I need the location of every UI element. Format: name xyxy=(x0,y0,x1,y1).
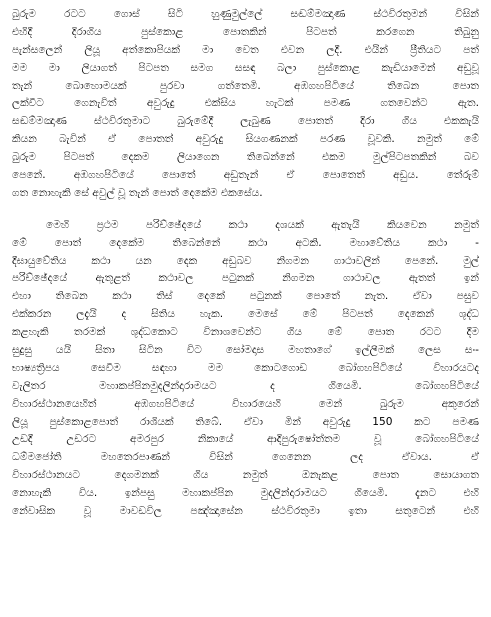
text-line: විහාරස්ථානයට දෙගමනක් ගිය නමුත් ඔනැකළ පොත සොයාගත xyxy=(12,469,479,482)
text-line: සඬම්මඤාණ ස්ථවිරතුමාට බුරුමේදී ලැබුණ පොතත් දිරා ගිය එකකැයි xyxy=(12,115,479,128)
text-line: දීඝායුවේතිය කථා යන දෙක අඩුබව නිගමන ගාථාවලින් පෙනේ. මුල් xyxy=(12,254,479,267)
text-line: විහාරස්ථානයෙහිත් අඹගහපිටියේ විහාරයෙහි මෙන් බුරුම අකුරෙන් xyxy=(12,397,479,410)
text-line: එහා තිබෙන කථා තිස් දෙකේ පටුනක් පොතේ නැත. ඒවා පසුව xyxy=(12,290,479,303)
text-line: උඩදී උඩරට අමරපුර නිකායේ ආදිපුරුෂෝත්තම වූ බෝගහපිටියේ xyxy=(12,433,479,446)
text-line: පෙනේ. අඹගහපිටියේ පොතේ අඩුතැන් ඒ පොතෙත් අඩුය. තේරුම් xyxy=(12,169,479,182)
text-line: කියන බැවින් ඒ පොතත් අවුරුදු සියගණනක් පරණ වූවකි. නමුත් මේ xyxy=(12,133,479,146)
paragraph-2 xyxy=(12,217,479,521)
text-line: බුරුම රටට ගොස් සිටි හුණුමුල්ලේ සඬම්මඤාණ ස්ථවිරතුමන් විසින් xyxy=(12,8,479,20)
text-line: එක්කරන ලදැයි ද සිතිය හැක. මෙසේ මේ පිටපත් දෙකෙන් ශුද්ධ xyxy=(12,308,479,321)
text-line: මේ පොත් දෙකේම තිබෙන්නේ කථා අටකි. මහාවේතිය කථා - xyxy=(12,236,479,249)
text-line: ලියූ පුස්කොළපොත් රාශියක් තිබේ. ඒවා මින් අවුරුදු 150 කට පමණ xyxy=(12,415,479,428)
text-line: නේවාසික වූ මාවඩවිල පඤ්ඤාසේන ස්ථවිරතුමා ඉතා සතුටෙන් එහි xyxy=(12,505,479,518)
text-line: බුරුම පිටපත් දෙකම ලියාගෙන තිබෙන්නේ එකම මුල්පිටපතකින් බව xyxy=(12,151,479,164)
text-line: කළහැකි තරමක් ශුද්ධකොට විනාශවෙන්ට ගිය මේ පොත රටට දීම xyxy=(12,326,479,339)
text-line: ධම්මජෝති මහතෙරපාණන් විසින් ගෙනෙන ලද ඒවාය. ඒ xyxy=(12,451,479,464)
text-line: මම මා ලියාගත් පිටපත සමග සසඳ බලා පුස්කොළ කැඩියාමෙන් අඩුවූ xyxy=(12,61,479,74)
text-line: එහිදී දිරාගිය පුස්කොළ පොතකින් පිටපත් කරගෙන තිබුනු xyxy=(12,25,479,38)
text-line: වැලිතර මහාකප්පිනමුදලින්දාරාමයට ද ගියෙමි. බෝගහපිටියේ xyxy=(12,379,479,392)
paragraph-1 xyxy=(12,6,479,203)
text-line: පරිච්ඡේදයේ ඇතුළත් කථාවල පටුනක් නිගමන ගාථාවල ඇතත් ඉන් xyxy=(12,272,479,285)
text-line: සුදුසු යයි සිතා සිටින විට සෝමදාස මහතාගේ ඉල්ලීමක් ලෙස සං- xyxy=(12,344,479,357)
text-line: භාෂ්‍යත්‍රිපය සෙවීම සඳහා මම කොටගොඩ බෝගහපිටියේ විහාරයටද xyxy=(12,361,479,374)
text-line: ලක්වීට ගෙනැවිත් අවුරුදු එක්සිය හැටක් පමණ ගතවෙන්ට ඇත. xyxy=(12,97,479,110)
text-line: පැන්සලෙන් ලියූ අත්කොපියක් මා වෙත එවන ලදී. එයින් ප්‍රීතියට පත් xyxy=(12,43,479,56)
text-line: ගත නොහැකි සේ අවුල් වූ තැන් පොත් දෙකේම එකසේය. xyxy=(12,186,263,199)
text-line: තැන් බොහොමයක් පුරවා ගත්තෙමි. අඹගහපිටියේ තිබෙන පොත xyxy=(12,79,479,92)
text-line: නොහැකි විය. ඉන්පසු මහාකප්පින මුදලින්දාරාමයට ගියෙමි. දැනට එහි xyxy=(12,487,479,500)
text-line: මෙහි ප්‍රථම පරිච්ඡේදයේ කථා දශයක් ඇතැයි කියවෙන නමුත් xyxy=(46,218,479,231)
